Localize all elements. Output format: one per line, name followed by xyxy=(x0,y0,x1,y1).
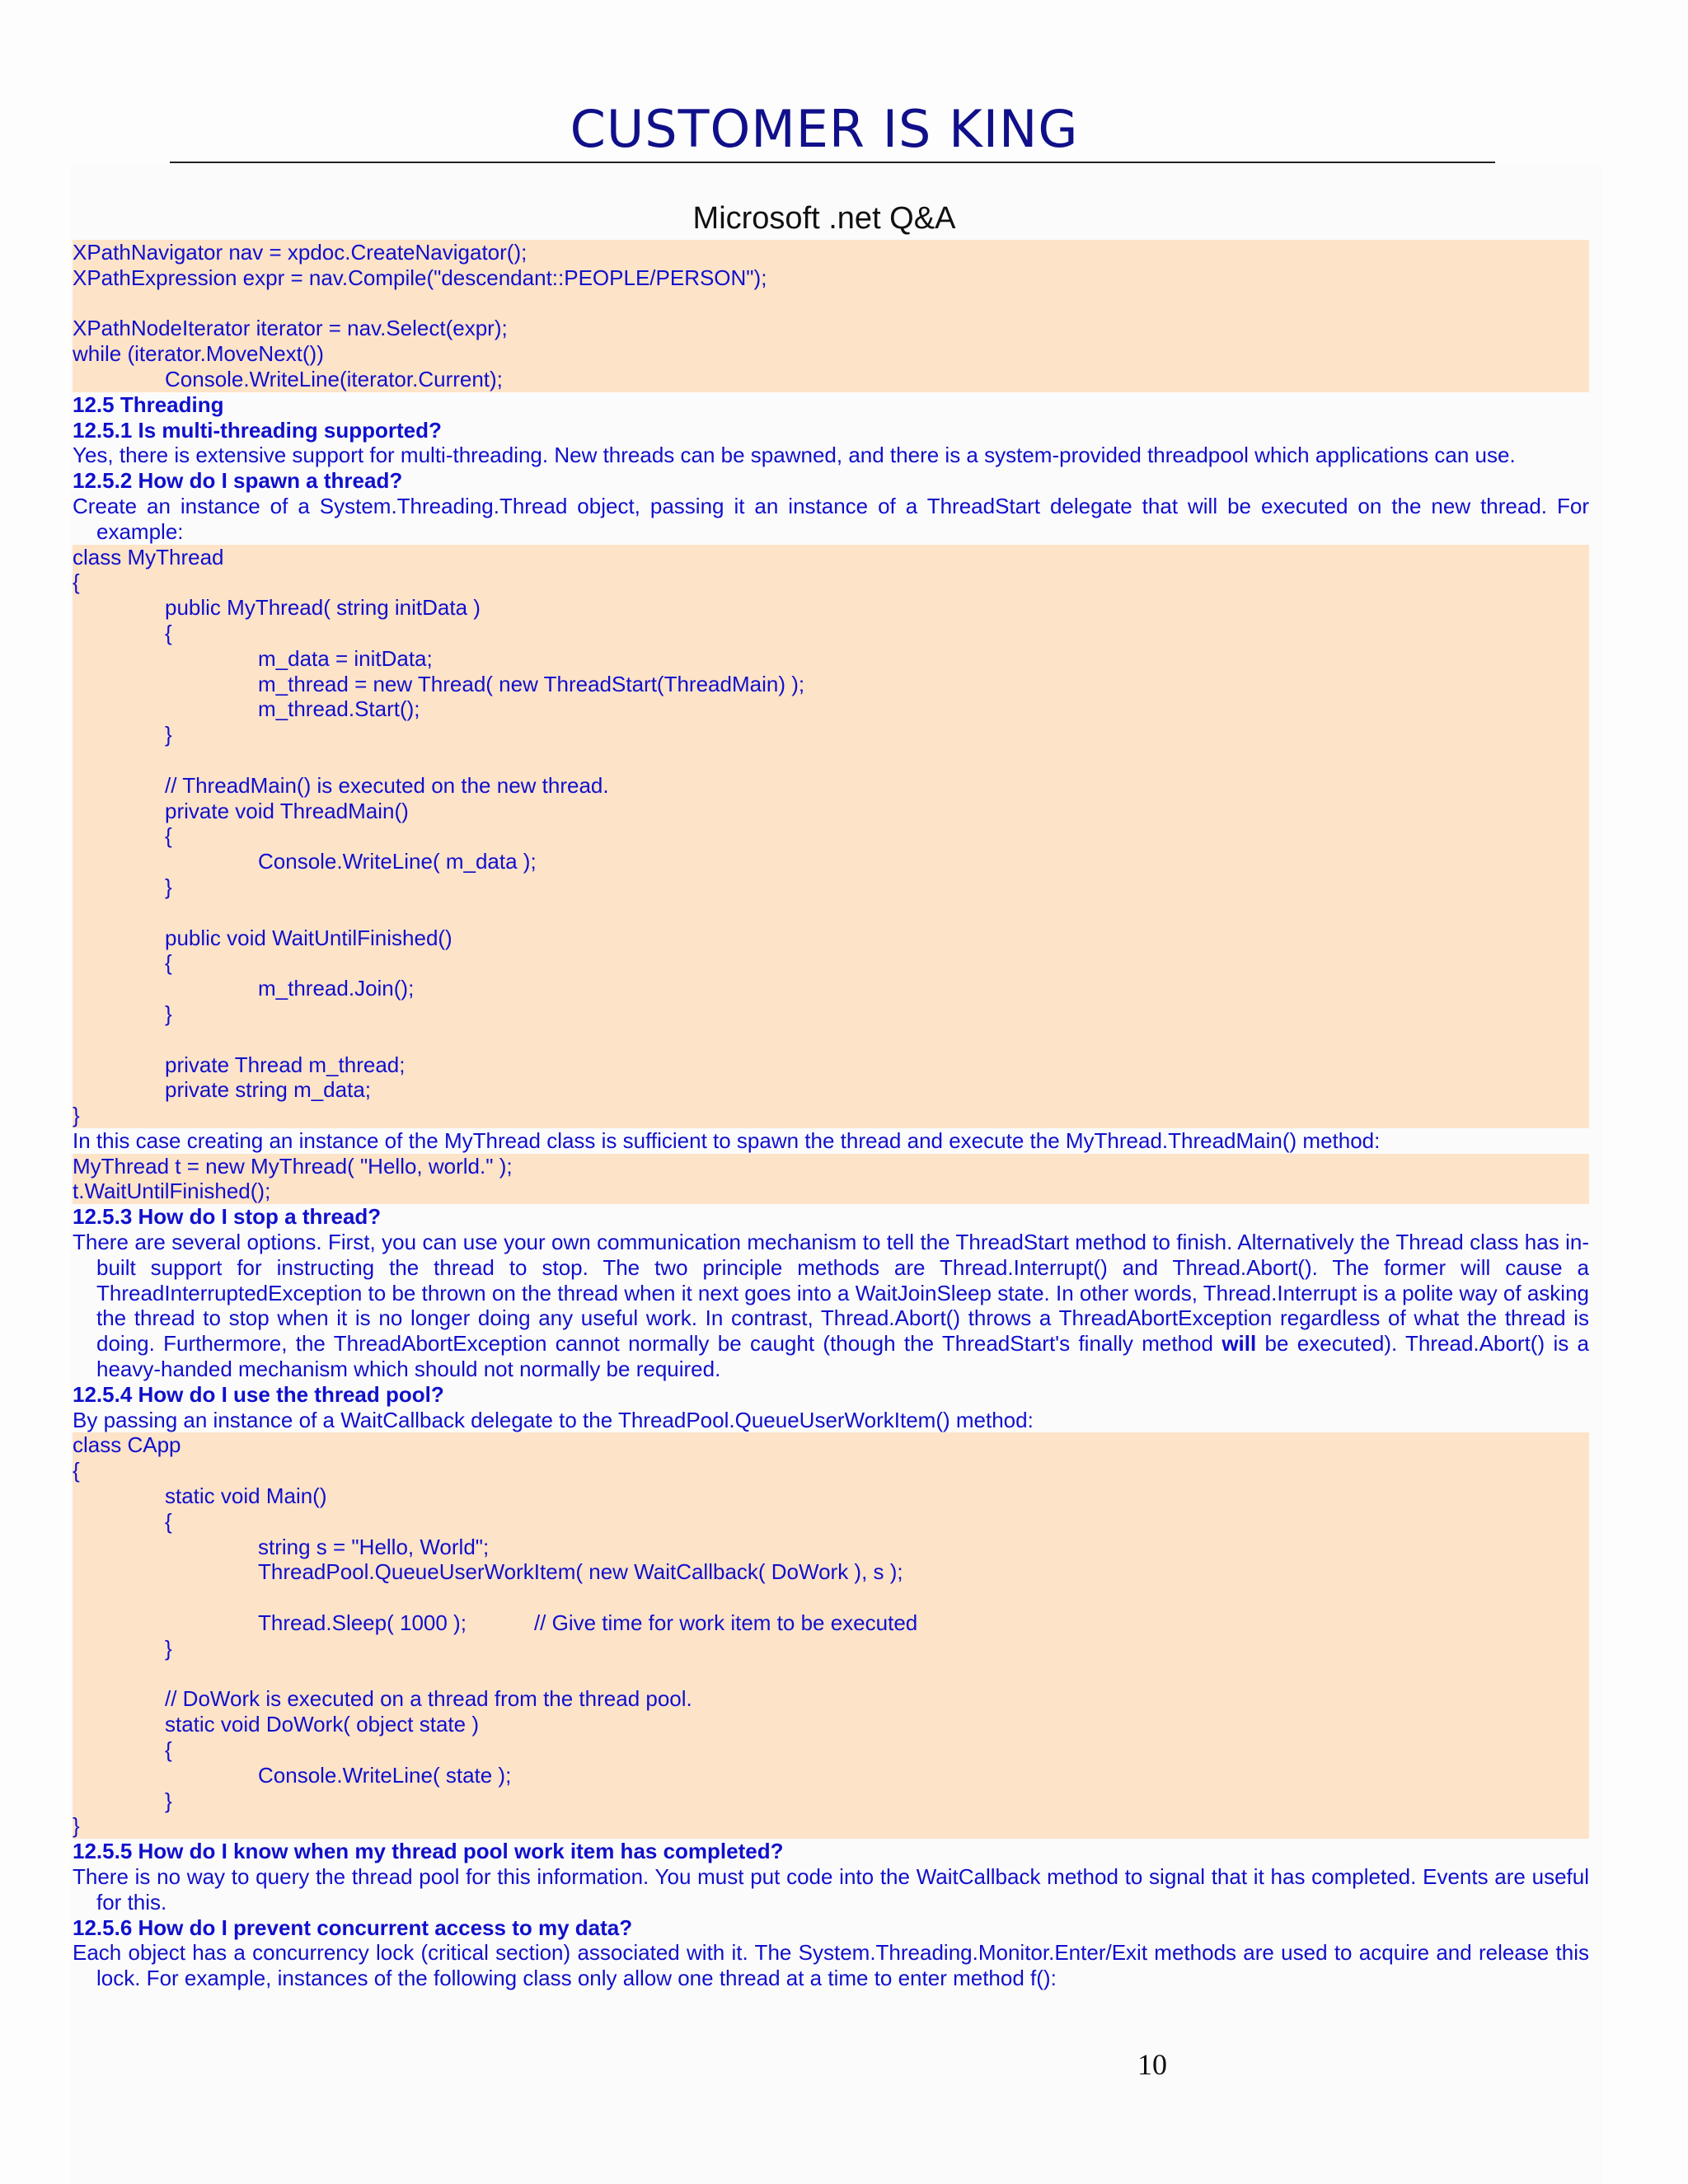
paragraph-text: be executed). Thread.Abort() is a heavy-handed mechanism which should not normally be required. xyxy=(96,1331,1589,1382)
question-heading: 12.5.3 How do I stop a thread? xyxy=(73,1204,382,1230)
code-line xyxy=(73,1661,1589,1687)
question-heading: 12.5.4 How do I use the thread pool? xyxy=(73,1381,444,1407)
document-header-title: CUSTOMER IS KING xyxy=(570,99,1079,159)
code-comment: // Give time for work item to be executed xyxy=(533,1610,918,1636)
document-body xyxy=(73,240,1589,1991)
answer-paragraph: There is no way to query the thread pool for this information. You must put code into the WaitCallback method to signal that it has completed. Events are useful for this. xyxy=(73,1864,1589,1915)
question-heading: 12.5.5 How do I know when my thread pool work item has completed? xyxy=(73,1839,784,1864)
code-line: { xyxy=(73,1458,80,1483)
code-line xyxy=(73,1610,1589,1636)
paragraph-text: There are several options. First, you can use your own communication mechanism to tell the ThreadStart method to finish. Alternatively the Thread class has in-built support for instructing the thread to stop. The two principle methods are Thread.Interrupt() and Thread.Abort(). The former will cause a ThreadInterruptedException to be thrown on the thread when it next goes into a WaitJoinSleep state. In other words, Thread.Interrupt is a polite way of asking the thread to stop when it is no longer doing any useful work. In contrast, Thread.Abort() throws a ThreadAbortException regardless of what the thread is doing. Furthermore, the ThreadAbortException cannot normally be caught (though the ThreadStart's finally method xyxy=(73,1230,1589,1357)
code-line: m_thread.Join(); xyxy=(258,976,415,1001)
code-line: class MyThread xyxy=(73,544,224,569)
code-line: private void ThreadMain() xyxy=(165,798,409,823)
question-heading: 12.5.6 How do I prevent concurrent access to my data? xyxy=(73,1915,633,1940)
code-line: public MyThread( string initData ) xyxy=(165,595,481,621)
code-line xyxy=(73,900,1589,926)
code-line: m_thread.Start(); xyxy=(258,696,420,722)
code-line: static void DoWork( object state ) xyxy=(165,1712,479,1737)
answer-paragraph: By passing an instance of a WaitCallback delegate to the ThreadPool.QueueUserWorkItem() method: xyxy=(73,1407,1034,1432)
question-heading: 12.5.1 Is multi-threading supported? xyxy=(73,417,442,443)
code-line: MyThread t = new MyThread( "Hello, world." ); xyxy=(73,1153,513,1179)
document-subtitle: Microsoft .net Q&A xyxy=(692,201,956,236)
code-line: static void Main() xyxy=(165,1483,327,1509)
body-paragraph: In this case creating an instance of the MyThread class is sufficient to spawn the thread and execute the MyThread.ThreadMain() method: xyxy=(73,1127,1381,1153)
code-line: { xyxy=(165,1737,172,1763)
code-line: Console.WriteLine( state ); xyxy=(258,1762,512,1788)
code-line: { xyxy=(165,620,172,645)
code-line: } xyxy=(73,1813,80,1839)
answer-paragraph: Create an instance of a System.Threading.Thread object, passing it an instance of a ThreadStart delegate that will be executed on the new thread. For example: xyxy=(73,493,1589,544)
question-heading: 12.5.2 How do I spawn a thread? xyxy=(73,468,403,494)
code-line: public void WaitUntilFinished() xyxy=(165,925,452,950)
code-line: class CApp xyxy=(73,1432,181,1458)
code-line: } xyxy=(165,722,172,748)
code-line: private string m_data; xyxy=(165,1077,372,1103)
code-line: m_data = initData; xyxy=(258,645,433,671)
code-line: { xyxy=(165,1508,172,1534)
code-line: XPathNodeIterator iterator = nav.Select(expr); xyxy=(73,316,508,341)
code-statement: Thread.Sleep( 1000 ); xyxy=(258,1610,467,1636)
code-line xyxy=(73,1585,1589,1610)
code-line xyxy=(73,748,1589,773)
page-number: 10 xyxy=(1137,2048,1167,2081)
code-line: m_thread = new Thread( new ThreadStart(ThreadMain) ); xyxy=(258,671,805,696)
code-line: { xyxy=(73,569,80,595)
code-line: Console.WriteLine( m_data ); xyxy=(258,849,537,874)
code-line: string s = "Hello, World"; xyxy=(258,1534,490,1559)
section-heading: 12.5 Threading xyxy=(73,391,224,417)
answer-paragraph: Each object has a concurrency lock (critical section) associated with it. The System.Threading.Monitor.Enter/Exit methods are used to acquire and release this lock. For example, instances of the following class only allow one thread at a time to enter method f(): xyxy=(73,1940,1589,1991)
code-line: } xyxy=(165,1001,172,1026)
code-block-mythread xyxy=(73,545,1589,1128)
code-block-usage xyxy=(73,1154,1589,1205)
emphasis-text: will xyxy=(1221,1331,1257,1357)
code-line: } xyxy=(73,1103,80,1128)
code-line: XPathNavigator nav = xpdoc.CreateNavigator(); xyxy=(73,240,528,265)
answer-paragraph: Yes, there is extensive support for multi-threading. New threads can be spawned, and there is a system-provided threadpool which applications can use. xyxy=(73,443,1516,468)
code-line: } xyxy=(165,1635,172,1661)
code-line: XPathExpression expr = nav.Compile("descendant::PEOPLE/PERSON"); xyxy=(73,265,767,290)
code-line: t.WaitUntilFinished(); xyxy=(73,1179,271,1204)
code-line: ThreadPool.QueueUserWorkItem( new WaitCallback( DoWork ), s ); xyxy=(258,1559,903,1585)
answer-paragraph xyxy=(73,1230,1589,1382)
code-block-capp xyxy=(73,1432,1589,1839)
code-line: } xyxy=(165,1788,172,1813)
code-line xyxy=(73,291,1589,316)
code-line: { xyxy=(165,950,172,976)
code-line: Console.WriteLine(iterator.Current); xyxy=(165,366,503,391)
code-line xyxy=(73,1027,1589,1052)
header-rule xyxy=(170,162,1495,163)
code-line: // ThreadMain() is executed on the new thread. xyxy=(165,772,609,798)
code-line: { xyxy=(165,823,172,849)
code-line: private Thread m_thread; xyxy=(165,1052,406,1077)
code-line: } xyxy=(165,874,172,899)
code-block-xpath xyxy=(73,240,1589,392)
code-line: // DoWork is executed on a thread from the thread pool. xyxy=(165,1686,692,1712)
code-line: while (iterator.MoveNext()) xyxy=(73,341,324,367)
